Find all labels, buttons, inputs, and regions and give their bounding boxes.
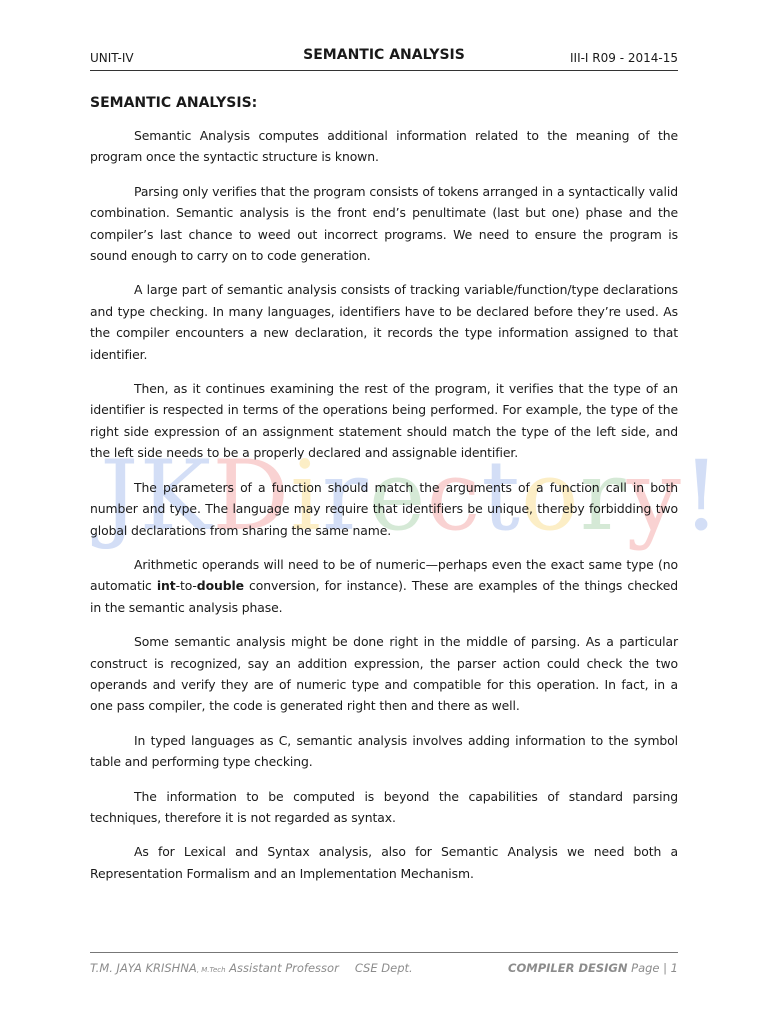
body-paragraph bbox=[90, 786, 678, 829]
watermark-letter: J bbox=[100, 440, 140, 552]
watermark-letter: o bbox=[520, 440, 580, 552]
watermark-letter: r bbox=[321, 440, 369, 552]
page-footer bbox=[90, 952, 678, 979]
paragraph-text: -to- bbox=[175, 578, 197, 594]
watermark-letter: D bbox=[212, 440, 291, 552]
body-paragraph bbox=[90, 631, 678, 717]
body-paragraph bbox=[90, 477, 678, 541]
paragraph-text: Some semantic analysis might be done right in the middle of parsing. As a particular construct is recognized, say an addition expression, the parser action could check the two operands and verify they are of numeric type and compatible for this operation. In fact, in a one pass compiler, the code is generated right then and there as well. bbox=[90, 634, 678, 714]
footer-degree: , M.Tech bbox=[196, 966, 226, 974]
body-paragraph bbox=[90, 554, 678, 618]
footer-subject: COMPILER DESIGN bbox=[508, 961, 628, 975]
watermark-letter: t bbox=[481, 440, 521, 552]
paragraph-text: The parameters of a function should match the arguments of a function call in both number and type. The language may require that identifiers be unique, thereby forbidding two global declarations from sharing the same name. bbox=[90, 479, 678, 538]
body-paragraph bbox=[90, 125, 678, 168]
paragraph-text: Semantic Analysis computes additional information related to the meaning of the program once the syntactic structure is known. bbox=[90, 128, 678, 165]
footer-author: T.M. JAYA KRISHNA bbox=[90, 961, 197, 975]
watermark-letter: i bbox=[290, 440, 322, 552]
footer-page-number: Page | 1 bbox=[627, 961, 678, 975]
paragraph-list bbox=[90, 125, 678, 884]
body-paragraph bbox=[90, 841, 678, 884]
header-course-code: III-I R09 - 2014-15 bbox=[569, 51, 678, 65]
footer-dept: CSE Dept. bbox=[354, 961, 413, 975]
body-paragraph bbox=[90, 730, 678, 773]
watermark-letter: K bbox=[139, 440, 213, 552]
section-title: SEMANTIC ANALYSIS: bbox=[90, 95, 258, 111]
watermark-letter: ! bbox=[681, 440, 722, 552]
footer-author-block bbox=[90, 961, 413, 975]
paragraph-text: conversion, for instance). These are examples of the things checked in the semantic analysis phase. bbox=[90, 578, 678, 615]
footer-page-block bbox=[508, 961, 678, 975]
paragraph-text: Then, as it continues examining the rest of the program, it verifies that the type of an identifier is respected in terms of the operations being performed. For example, the type of the right side expression of an assignment statement should match the type of the left side, and the left side needs to be a properly declared and assignable identifier. bbox=[90, 381, 678, 461]
watermark-letter: r bbox=[579, 440, 627, 552]
bold-term: int bbox=[156, 578, 176, 594]
paragraph-text: Parsing only verifies that the program consists of tokens arranged in a syntactically valid combination. Semantic analysis is the front end’s penultimate (last but one) phase and the compiler’s last chance to weed out incorrect programs. We need to ensure the program is sound enough to carry on to code generation. bbox=[90, 183, 678, 264]
paragraph-text: The information to be computed is beyond the capabilities of standard parsing techniques, therefore it is not regarded as syntax. bbox=[90, 788, 678, 825]
watermark-letter: y bbox=[626, 440, 682, 552]
page-body bbox=[90, 95, 678, 897]
watermark-letter: c bbox=[426, 440, 482, 552]
paragraph-text: Arithmetic operands will need to be of numeric—perhaps even the exact same type (no automatic bbox=[90, 556, 678, 594]
page-header bbox=[90, 46, 678, 71]
bold-term: double bbox=[196, 578, 244, 594]
body-paragraph bbox=[90, 181, 678, 267]
watermark-letter: e bbox=[368, 440, 427, 552]
body-paragraph bbox=[90, 279, 678, 365]
header-unit: UNIT-IV bbox=[90, 51, 134, 65]
header-title: SEMANTIC ANALYSIS bbox=[303, 47, 465, 63]
paragraph-text: As for Lexical and Syntax analysis, also for Semantic Analysis we need both a Representation Formalism and an Implementation Mechanism. bbox=[90, 844, 678, 881]
paragraph-text: A large part of semantic analysis consists of tracking variable/function/type declarations and type checking. In many languages, identifiers have to be declared before they’re used. As the compiler encounters a new declaration, it records the type information assigned to that identifier. bbox=[90, 282, 678, 362]
footer-position: Assistant Professor bbox=[225, 961, 339, 975]
body-paragraph bbox=[90, 378, 678, 464]
paragraph-text: In typed languages as C, semantic analysis involves adding information to the symbol table and performing type checking. bbox=[90, 732, 678, 770]
